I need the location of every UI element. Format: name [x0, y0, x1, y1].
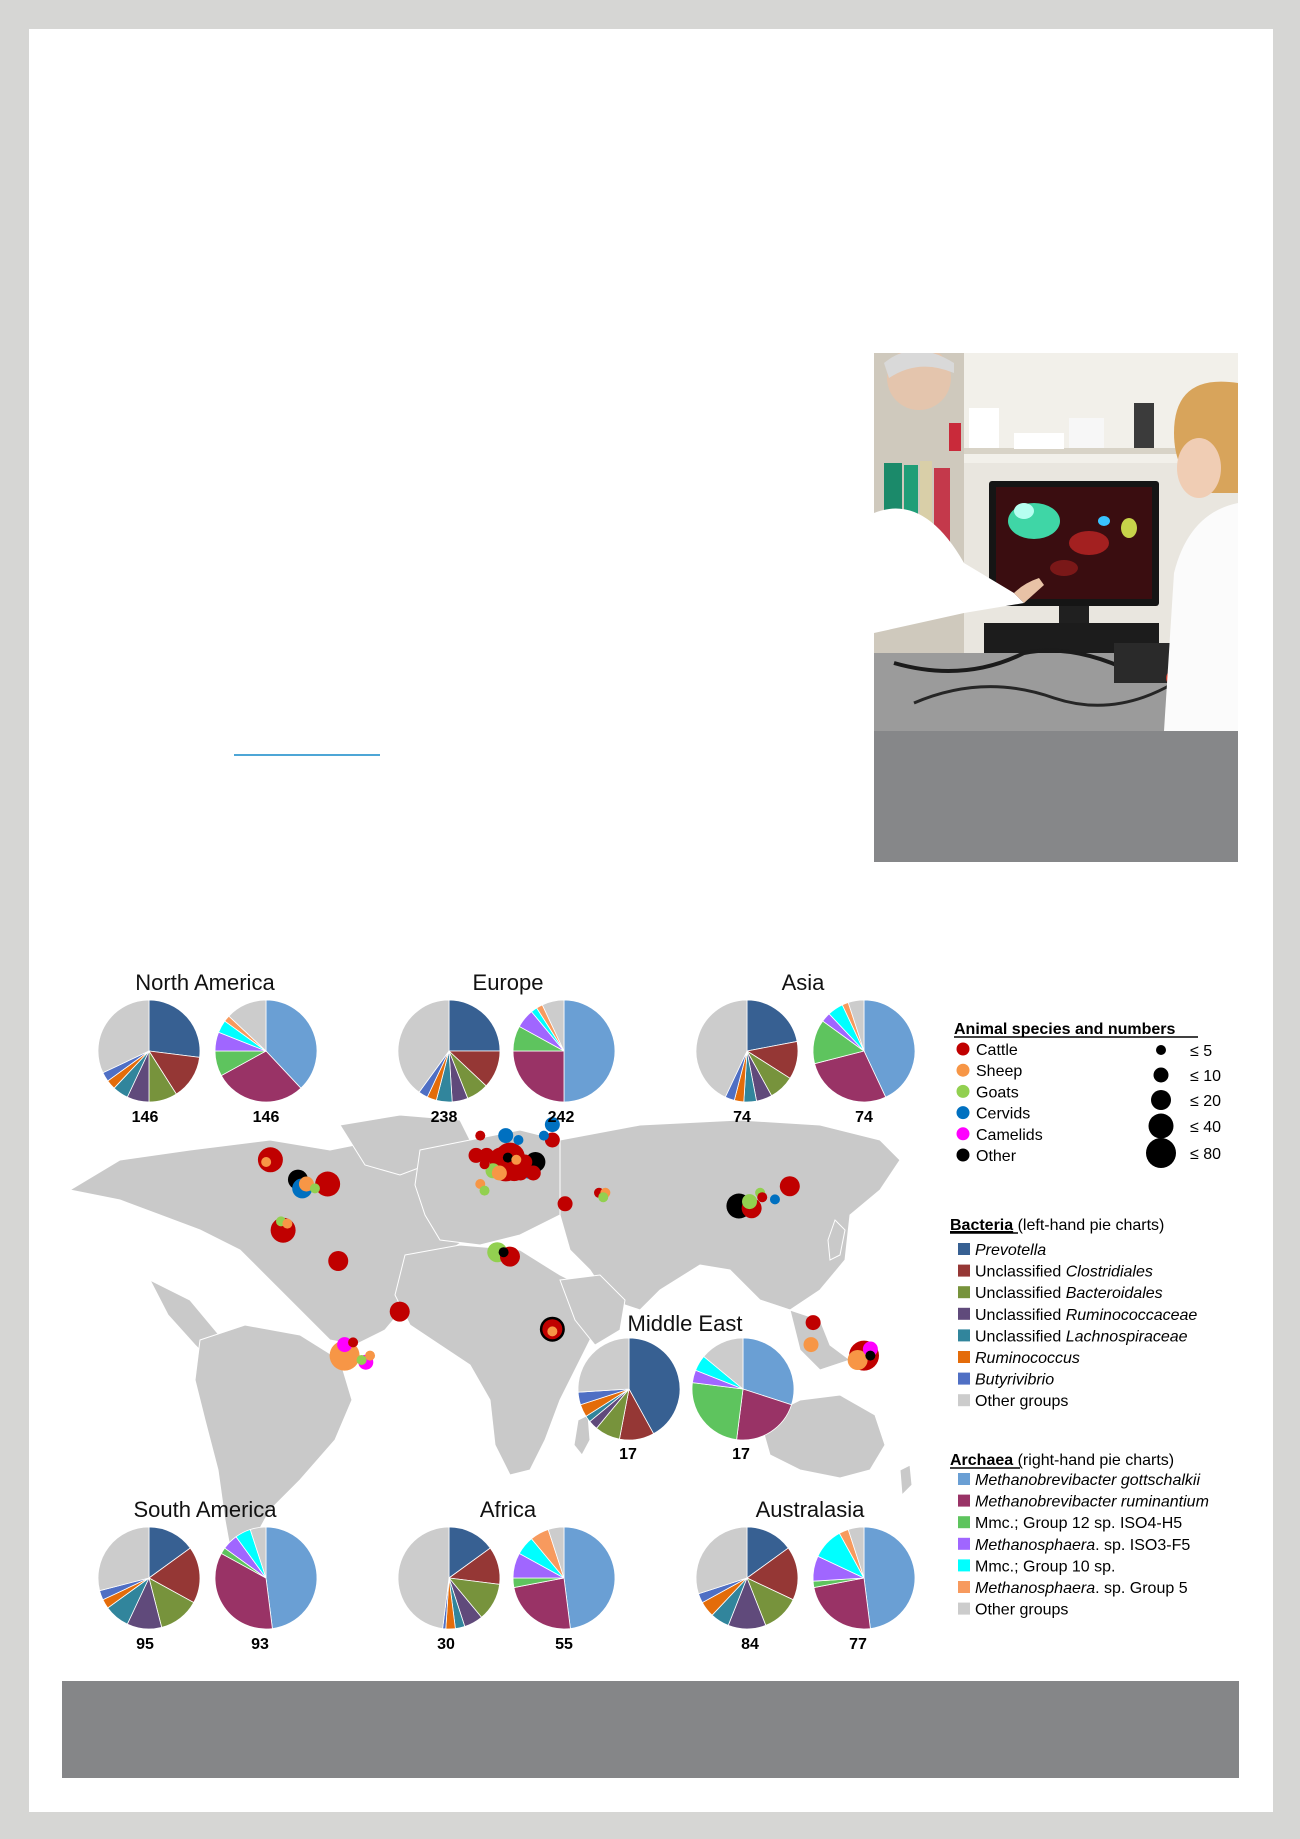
label-italic: Methanosphaera: [975, 1536, 1096, 1554]
archaea-swatch: [958, 1473, 970, 1485]
size-swatch: [1151, 1090, 1171, 1110]
bacteria-swatch: [958, 1265, 970, 1277]
site-bubble: [492, 1166, 507, 1181]
bacteria-sample-count: 95: [136, 1636, 154, 1653]
size-swatch: [1154, 1068, 1169, 1083]
site-bubble: [757, 1192, 767, 1202]
species-swatch: [957, 1085, 970, 1098]
figure-caption-panel: [62, 1681, 1239, 1778]
size-swatch: [1149, 1114, 1174, 1139]
bacteria-swatch: [958, 1286, 970, 1298]
bacteria-sample-count: 238: [430, 1109, 458, 1126]
bacteria-pie: [696, 1527, 798, 1629]
bacteria-label: [975, 1372, 1054, 1389]
bacteria-swatch: [958, 1329, 970, 1341]
site-bubble: [742, 1194, 757, 1209]
bacteria-pie: [98, 1000, 200, 1102]
bacteria-label: [975, 1285, 1163, 1302]
archaea-legend-title: [950, 1452, 1174, 1469]
label-italic: Bacteroidales: [1065, 1285, 1163, 1303]
bacteria-pie: [398, 1527, 500, 1629]
region-title: Middle East: [627, 1311, 743, 1336]
archaea-swatch: [958, 1581, 970, 1593]
species-label: Sheep: [976, 1063, 1023, 1081]
link-underline[interactable]: [234, 754, 380, 756]
label-plain: Other groups: [975, 1601, 1069, 1619]
size-label: ≤ 10: [1190, 1068, 1222, 1085]
site-bubble: [598, 1192, 608, 1202]
bacteria-swatch: [958, 1308, 970, 1320]
archaea-label: [975, 1602, 1068, 1619]
site-bubble: [315, 1172, 340, 1197]
label-plain: Mmc.; Group 10 sp.: [975, 1558, 1116, 1576]
bacteria-label: [975, 1307, 1197, 1324]
animal-legend-title: Animal species and numbers: [954, 1021, 1176, 1038]
archaea-sample-count: 55: [555, 1636, 573, 1653]
archaea-sample-count: 17: [732, 1446, 750, 1463]
size-swatch: [1146, 1138, 1176, 1168]
archaea-pie: [513, 1527, 615, 1629]
bacteria-sample-count: 30: [437, 1636, 455, 1653]
label-italic: Clostridiales: [1065, 1263, 1153, 1281]
archaea-title-word: Archaea: [950, 1452, 1014, 1469]
label-plain: Unclassified: [975, 1285, 1066, 1303]
archaea-sample-count: 77: [849, 1636, 867, 1653]
archaea-title-note: (right-hand pie charts): [1013, 1452, 1175, 1469]
label-plain: Unclassified: [975, 1328, 1066, 1346]
archaea-sample-count: 242: [547, 1109, 575, 1126]
site-bubble: [480, 1159, 490, 1169]
archaea-pie: [813, 1000, 915, 1102]
size-label: ≤ 20: [1190, 1093, 1222, 1110]
bacteria-pie: [696, 1000, 798, 1102]
archaea-swatch: [958, 1538, 970, 1550]
bacteria-pie: [398, 1000, 500, 1102]
site-bubble: [511, 1155, 521, 1165]
species-swatch: [957, 1127, 970, 1140]
site-bubble: [499, 1247, 509, 1257]
label-italic: Ruminococcaceae: [1065, 1306, 1198, 1324]
species-swatch: [957, 1064, 970, 1077]
site-bubble: [865, 1351, 875, 1361]
bacteria-label: [975, 1350, 1080, 1367]
species-swatch: [957, 1106, 970, 1119]
archaea-label: [975, 1515, 1182, 1532]
species-label: Cervids: [976, 1105, 1031, 1123]
archaea-swatch: [958, 1495, 970, 1507]
archaea-swatch: [958, 1603, 970, 1615]
bacteria-title-note: (left-hand pie charts): [1013, 1217, 1165, 1234]
lab-photo-illustration: [874, 353, 1238, 731]
size-label: ≤ 80: [1190, 1146, 1222, 1163]
archaea-label: [975, 1537, 1190, 1554]
archaea-sample-count: 74: [855, 1109, 873, 1126]
site-bubble: [480, 1186, 490, 1196]
bacteria-label: [975, 1393, 1068, 1410]
archaea-label: [975, 1558, 1116, 1575]
archaea-pie: [215, 1527, 317, 1629]
species-swatch: [957, 1043, 970, 1056]
species-swatch: [957, 1149, 970, 1162]
archaea-pie: [215, 1000, 317, 1102]
bacteria-pie: [98, 1527, 200, 1629]
archaea-label: [975, 1580, 1188, 1597]
label-plain: Unclassified: [975, 1306, 1066, 1324]
lab-photo: [874, 353, 1238, 731]
site-bubble: [804, 1337, 819, 1352]
bacteria-legend-title: [950, 1217, 1164, 1234]
archaea-sample-count: 146: [252, 1109, 280, 1126]
bacteria-label: [975, 1264, 1153, 1281]
bacteria-swatch: [958, 1373, 970, 1385]
label-italic: Butyrivibrio: [975, 1371, 1055, 1389]
label-italic: Prevotella: [975, 1242, 1047, 1259]
bacteria-label: [975, 1328, 1188, 1345]
label-plain: Mmc.; Group 12 sp. ISO4-H5: [975, 1515, 1183, 1533]
site-bubble: [547, 1326, 557, 1336]
photo-caption-panel: [874, 731, 1238, 862]
site-bubble: [357, 1355, 367, 1365]
archaea-sample-count: 93: [251, 1636, 269, 1653]
region-title: Asia: [781, 970, 825, 995]
site-bubble: [282, 1219, 292, 1229]
site-bubble: [310, 1183, 320, 1193]
site-bubble: [498, 1128, 513, 1143]
bacteria-pie: [578, 1338, 680, 1440]
label-italic: Ruminococcus: [975, 1350, 1080, 1367]
size-swatch: [1156, 1045, 1166, 1055]
archaea-swatch: [958, 1516, 970, 1528]
site-bubble: [770, 1194, 780, 1204]
site-bubble: [780, 1176, 800, 1196]
site-bubble: [348, 1337, 358, 1347]
region-title: Europe: [472, 970, 544, 995]
label-italic: Methanobrevibacter gottschalkii: [975, 1472, 1201, 1489]
label-plain: Unclassified: [975, 1263, 1066, 1281]
archaea-pie: [813, 1527, 915, 1629]
region-title: Australasia: [755, 1497, 865, 1522]
site-bubble: [558, 1196, 573, 1211]
bacteria-swatch: [958, 1394, 970, 1406]
archaea-label: [975, 1472, 1200, 1489]
label-italic: Methanosphaera: [975, 1580, 1096, 1597]
archaea-pie: [692, 1338, 794, 1440]
archaea-swatch: [958, 1559, 970, 1571]
site-bubble: [526, 1166, 541, 1181]
site-bubble: [328, 1251, 348, 1271]
bacteria-sample-count: 146: [131, 1109, 159, 1126]
size-label: ≤ 40: [1190, 1119, 1222, 1136]
species-label: Cattle: [976, 1042, 1018, 1059]
site-bubble: [475, 1131, 485, 1141]
site-bubble: [365, 1351, 375, 1361]
label-plain: Other groups: [975, 1393, 1069, 1411]
label-plain: . sp. Group 5: [1095, 1580, 1188, 1597]
site-bubble: [539, 1131, 549, 1141]
bacteria-sample-count: 17: [619, 1446, 637, 1463]
bacteria-swatch: [958, 1243, 970, 1255]
bacteria-swatch: [958, 1351, 970, 1363]
bacteria-title-word: Bacteria: [950, 1217, 1014, 1234]
region-title: North America: [135, 970, 275, 995]
label-plain: . sp. ISO3-F5: [1095, 1536, 1191, 1554]
archaea-pie: [513, 1000, 615, 1102]
site-bubble: [261, 1157, 271, 1167]
site-bubble: [503, 1153, 513, 1163]
bacteria-sample-count: 74: [733, 1109, 751, 1126]
bacteria-label: [975, 1242, 1046, 1259]
label-italic: Methanobrevibacter ruminantium: [975, 1493, 1209, 1511]
archaea-label: [975, 1494, 1209, 1511]
species-label: Other: [976, 1148, 1017, 1165]
site-bubble: [390, 1302, 410, 1322]
species-label: Camelids: [976, 1126, 1043, 1144]
region-title: South America: [133, 1497, 277, 1522]
site-bubble: [806, 1315, 821, 1330]
species-label: Goats: [976, 1084, 1019, 1102]
bacteria-sample-count: 84: [741, 1636, 759, 1653]
label-italic: Lachnospiraceae: [1065, 1328, 1188, 1346]
size-label: ≤ 5: [1190, 1043, 1213, 1060]
region-title: Africa: [479, 1497, 537, 1522]
site-bubble: [513, 1135, 523, 1145]
